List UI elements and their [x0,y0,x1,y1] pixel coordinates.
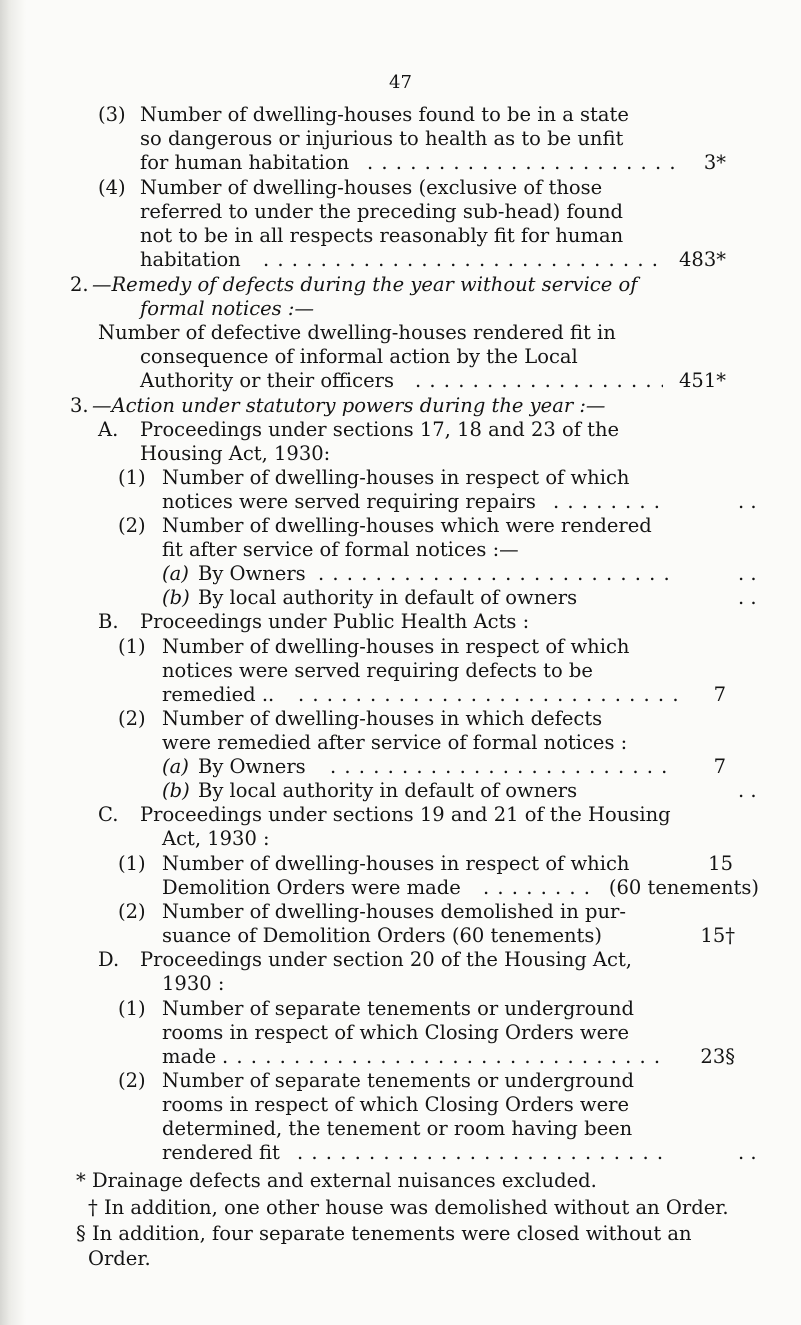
leader-dots [553,490,669,514]
item-4-line-4: habitation [140,248,241,271]
part-a-item-1-line-2: notices were served requiring repairs [162,490,536,513]
part-b-letter: B. [98,610,119,633]
part-a-line-2: Housing Act, 1930: [140,442,331,465]
part-b-item-1-line-1: Number of dwelling-houses in respect of which [162,635,630,658]
item-4-value: 483* [679,248,726,271]
part-d-item-1-line-2: rooms in respect of which Closing Orders were [162,1021,629,1044]
part-d-letter: D. [98,948,120,971]
item-3-line-3: for human habitation [140,151,350,174]
part-d-item-2-value: . . [738,1141,757,1164]
part-d-item-1-number: (1) [118,997,146,1020]
section-2-heading-1: —Remedy of defects during the year without service of [92,273,638,296]
part-b-line-1: Proceedings under Public Health Acts : [140,610,530,633]
part-a-item-2b-label: (b) [162,586,190,609]
part-d-item-2-line-2: rooms in respect of which Closing Orders were [162,1093,629,1116]
part-a-item-2-line-1: Number of dwelling-houses which were rendered [162,514,652,537]
leader-dots [297,1141,669,1165]
leader-dots [318,562,670,586]
part-d-item-1-line-1: Number of separate tenements or underground [162,997,634,1020]
part-c-line-1: Proceedings under sections 19 and 21 of the Housing [140,803,671,826]
part-b-item-2-line-1: Number of dwelling-houses in which defects [162,707,603,730]
leader-dots [415,369,663,393]
section-3-number: 3. [70,394,89,417]
scan-page-edge [0,0,26,1325]
section-2-heading-2: formal notices :— [140,297,314,320]
part-a-line-1: Proceedings under sections 17, 18 and 23 of the [140,418,620,441]
part-b-item-2b-text: By local authority in default of owners [198,779,578,802]
footnote-section-line-2: Order. [88,1247,151,1270]
part-c-item-1-line-2: Demolition Orders were made [162,876,461,899]
leader-dots [263,248,659,272]
part-a-letter: A. [98,418,119,441]
item-3-value: 3* [703,151,726,174]
part-c-item-2-line-1: Number of dwelling-houses demolished in pur- [162,900,626,923]
leader-dots [367,151,679,175]
part-b-item-2a-label: (a) [162,755,189,778]
section-2-value: 451* [679,369,726,392]
part-c-item-2-number: (2) [118,900,146,923]
part-d-item-1-value: 23§ [700,1045,735,1068]
part-d-item-2-line-4: rendered fit [162,1141,280,1164]
part-b-item-1-number: (1) [118,635,146,658]
section-2-line-2: consequence of informal action by the Local [140,345,578,368]
section-2-line-3: Authority or their officers [140,369,394,392]
part-a-item-2a-label: (a) [162,562,189,585]
part-a-item-2b-text: By local authority in default of owners [198,586,578,609]
item-4-number: (4) [98,176,126,199]
item-4-line-3: not to be in all respects reasonably fit for human [140,224,624,247]
footnote-star: * Drainage defects and external nuisances excluded. [76,1169,597,1192]
part-a-item-1-line-1: Number of dwelling-houses in respect of which [162,466,630,489]
leader-dots [330,755,670,779]
part-d-item-2-line-3: determined, the tenement or room having been [162,1117,633,1140]
leader-dots [298,683,678,707]
part-c-line-2: Act, 1930 : [162,827,270,850]
part-d-item-1-line-3: made [162,1045,217,1068]
item-3-number: (3) [98,103,126,126]
part-c-item-2-line-2: suance of Demolition Orders (60 tenements) [162,924,603,947]
part-c-letter: C. [98,803,119,826]
part-d-item-2-number: (2) [118,1069,146,1092]
item-3-line-2: so dangerous or injurious to health as to be unfit [140,127,624,150]
part-a-item-1-value: . . [738,490,757,513]
item-3-line-1: Number of dwelling-houses found to be in a state [140,103,629,126]
section-3-heading: —Action under statutory powers during the year :— [92,394,606,417]
part-d-item-2-line-1: Number of separate tenements or underground [162,1069,634,1092]
leader-dots [483,876,591,900]
part-b-item-2-line-2: were remedied after service of formal notices : [162,731,628,754]
part-c-item-1-number: (1) [118,852,146,875]
leader-dots [222,1045,666,1069]
item-4-line-1: Number of dwelling-houses (exclusive of those [140,176,603,199]
part-b-item-1-line-3: remedied .. [162,683,275,706]
section-2-line-1: Number of defective dwelling-houses rendered fit in [98,321,616,344]
part-b-item-2-number: (2) [118,707,146,730]
part-c-item-1-value: 15 [708,852,733,875]
part-c-item-2-value: 15† [700,924,735,947]
part-b-item-2b-value: . . [738,779,757,802]
part-a-item-2-number: (2) [118,514,146,537]
part-c-item-1-tenements: (60 tenements) [608,876,759,899]
part-d-line-2: 1930 : [162,972,225,995]
part-a-item-2b-value: . . [738,586,757,609]
footnote-dagger: † In addition, one other house was demolished without an Order. [88,1196,729,1219]
part-b-item-1-line-2: notices were served requiring defects to be [162,659,593,682]
part-d-line-1: Proceedings under section 20 of the Housing Act, [140,948,632,971]
part-b-item-2b-label: (b) [162,779,190,802]
page-number: 47 [389,72,412,93]
part-b-item-1-value: 7 [713,683,726,706]
item-4-line-2: referred to under the preceding sub-head) found [140,200,624,223]
part-c-item-1-line-1: Number of dwelling-houses in respect of which [162,852,630,875]
section-2-number: 2. [70,273,89,296]
part-a-item-2-line-2: fit after service of formal notices :— [162,538,519,561]
part-a-item-1-number: (1) [118,466,146,489]
part-b-item-2a-value: 7 [713,755,726,778]
part-b-item-2a-text: By Owners [198,755,306,778]
footnote-section-line-1: § In addition, four separate tenements were closed without an [76,1222,692,1245]
part-a-item-2a-text: By Owners [198,562,306,585]
part-a-item-2a-value: . . [738,562,757,585]
